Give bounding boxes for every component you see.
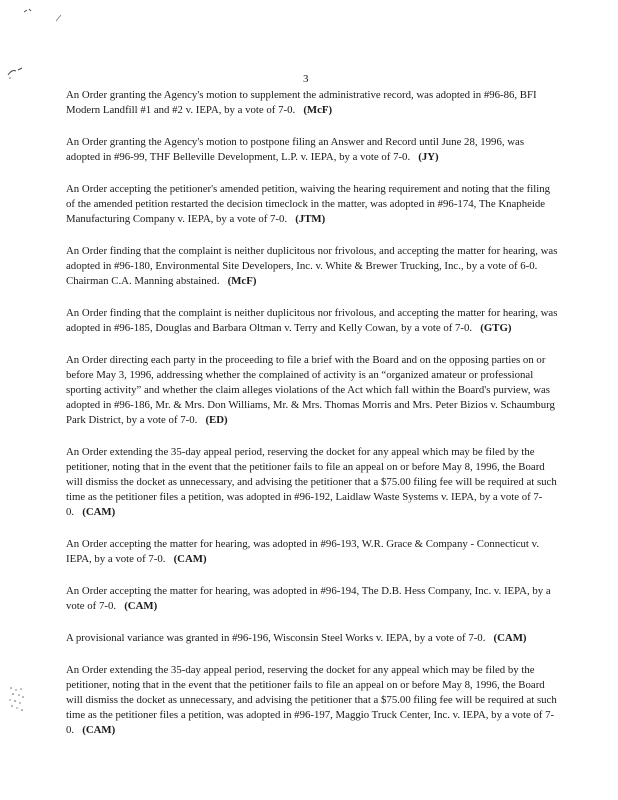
order-text: A provisional variance was granted in #96-196, Wisconsin Steel Works v. IEPA, by a vote of 7-0. [66, 632, 486, 644]
scan-speck-mark [7, 65, 25, 79]
order-text: An Order granting the Agency's motion to postpone filing an Answer and Record until June 28, 1996, was adopted in #96-99, THF Belleville Development, L.P. v. IEPA, by a vote of 7-0. [66, 136, 525, 163]
member-initials: (CAM) [173, 553, 207, 565]
order-entry [66, 306, 560, 336]
scan-speck-mark [55, 14, 63, 22]
member-initials: (McF) [227, 275, 257, 287]
order-text: An Order accepting the petitioner's amended petition, waiving the hearing requirement and noting that the filing of the amended petition restarted the decision timeclock in the matter, was adopted in #96-174, The Knapheide Manufacturing Company v. IEPA, by a vote of 7-0. [66, 183, 551, 225]
member-initials: (GTG) [480, 322, 512, 334]
member-initials: (ED) [205, 414, 228, 426]
order-entry [66, 244, 560, 289]
order-entry [66, 135, 560, 165]
order-entry [66, 631, 560, 646]
order-entry [66, 182, 560, 227]
member-initials: (JY) [418, 151, 439, 163]
order-text: An Order finding that the complaint is neither duplicitous nor frivolous, and accepting the matter for hearing, was adopted in #96-180, Environmental Site Developers, Inc. v. White & Brewer Trucking, Inc., by a vote of 6-0. Chairman C.A. Manning abstained. [66, 245, 558, 287]
scan-speck-mark [23, 8, 33, 14]
order-entry [66, 663, 560, 738]
order-text: An Order extending the 35-day appeal period, reserving the docket for any appeal which may be filed by the petitioner, noting that in the event that the petitioner fails to file an appeal on or before May 8, 1996, the Board will dismiss the docket as unnecessary, and advising the petitioner that a $75.00 filing fee will be required at such time as the petitioner files a petition, was adopted in #96-197, Maggio Truck Center, Inc. v. IEPA, by a vote of 7-0. [66, 664, 557, 736]
order-entry [66, 88, 560, 118]
member-initials: (McF) [303, 104, 333, 116]
member-initials: (CAM) [82, 724, 116, 736]
member-initials: (CAM) [124, 600, 158, 612]
order-text: An Order directing each party in the proceeding to file a brief with the Board and on the opposing parties on or before May 3, 1996, addressing whether the complained of activity is an “organized amateur or professional sporting activity” and whether the claim alleges violations of the Act which fall within the Board's purview, was adopted in #96-186, Mr. & Mrs. Don Williams, Mr. & Mrs. Thomas Morris and Mrs. Peter Bizios v. Schaumburg Park District, by a vote of 7-0. [66, 354, 555, 426]
order-text: An Order accepting the matter for hearing, was adopted in #96-194, The D.B. Hess Company, Inc. v. IEPA, by a vote of 7-0. [66, 585, 551, 612]
board-actions-list [66, 88, 560, 755]
order-text: An Order finding that the complaint is neither duplicitous nor frivolous, and accepting the matter for hearing, was adopted in #96-185, Douglas and Barbara Oltman v. Terry and Kelly Cowan, by a vote of 7-0. [66, 307, 558, 334]
order-text: An Order accepting the matter for hearing, was adopted in #96-193, W.R. Grace & Company - Connecticut v. IEPA, by a vote of 7-0. [66, 538, 540, 565]
page-number: 3 [303, 73, 309, 85]
order-entry [66, 537, 560, 567]
order-text: An Order granting the Agency's motion to supplement the administrative record, was adopted in #96-86, BFI Modern Landfill #1 and #2 v. IEPA, by a vote of 7-0. [66, 89, 537, 116]
scan-noise-mark [8, 685, 26, 713]
order-entry [66, 353, 560, 428]
order-entry [66, 445, 560, 520]
member-initials: (CAM) [82, 506, 116, 518]
order-entry [66, 584, 560, 614]
member-initials: (JTM) [295, 213, 326, 225]
member-initials: (CAM) [493, 632, 527, 644]
order-text: An Order extending the 35-day appeal period, reserving the docket for any appeal which may be filed by the petitioner, noting that in the event that the petitioner fails to file an appeal on or before May 8, 1996, the Board will dismiss the docket as unnecessary, and advising the petitioner that a $75.00 filing fee will be required at such time as the petitioner files a petition, was adopted in #96-192, Laidlaw Waste Systems v. IEPA, by a vote of 7-0. [66, 446, 557, 518]
